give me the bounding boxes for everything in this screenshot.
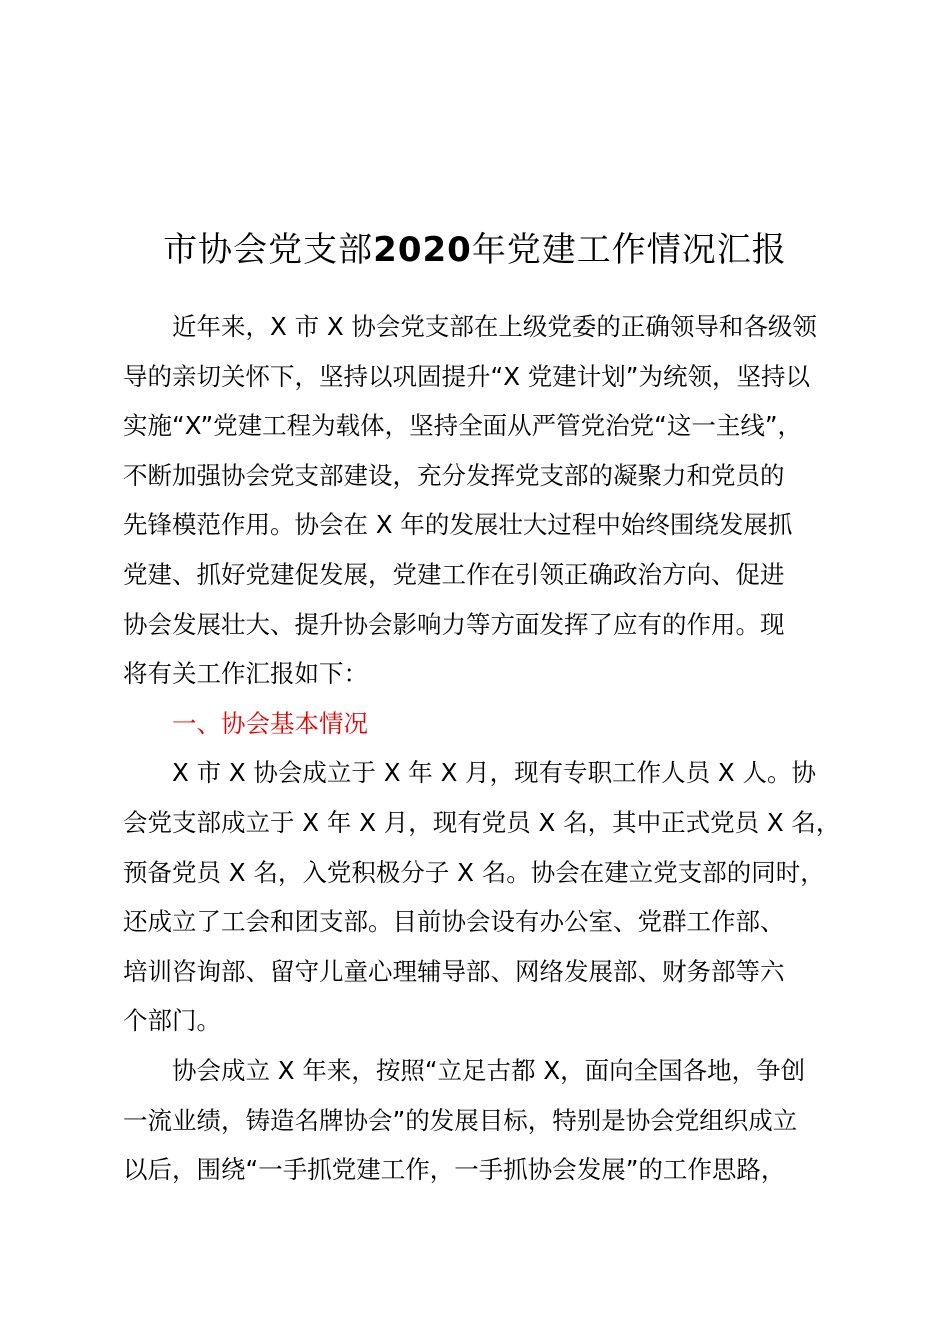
- text-line: 一流业绩，铸造名牌协会”的发展目标，特别是协会党组织成立: [123, 1105, 798, 1135]
- text-line: 将有关工作汇报如下：: [123, 659, 368, 689]
- text-line: 会党支部成立于 X 年 X 月，现有党员 X 名，其中正式党员 X 名，: [123, 807, 841, 837]
- text-line: 培训咨询部、留守儿童心理辅导部、网络发展部、财务部等六: [123, 956, 785, 986]
- text-line: 党建、抓好党建促发展，党建工作在引领正确政治方向、促进: [123, 559, 785, 589]
- paragraph-intro: [123, 302, 838, 699]
- paragraph-development: [123, 1046, 838, 1195]
- paragraph-basic-info: [123, 748, 841, 1046]
- text-line: 还成立了工会和团支部。目前协会设有办公室、党群工作部、: [123, 907, 785, 937]
- text-line: 近年来，X 市 X 协会党支部在上级党委的正确领导和各级领: [172, 312, 817, 341]
- section-heading-text: 一、协会基本情况: [172, 708, 368, 738]
- document-title: [0, 222, 950, 278]
- document-body: [123, 302, 841, 1195]
- text-line: 导的亲切关怀下，坚持以巩固提升“X 党建计划”为统领，坚持以: [123, 361, 810, 391]
- text-line: 先锋模范作用。协会在 X 年的发展壮大过程中始终围绕发展抓: [123, 510, 793, 540]
- text-line: 个部门。: [123, 1006, 221, 1036]
- text-line: 不断加强协会党支部建设，充分发挥党支部的凝聚力和党员的: [123, 460, 785, 490]
- title-suffix: 年党建工作情况汇报: [471, 230, 787, 270]
- title-prefix: 市协会党支部: [163, 230, 374, 270]
- text-line: 实施“X”党建工程为载体，坚持全面从严管党治党“这一主线”，: [123, 411, 803, 441]
- text-line: X 市 X 协会成立于 X 年 X 月，现有专职工作人员 X 人。协: [172, 758, 817, 788]
- section-heading: [123, 699, 838, 749]
- text-line: 以后，围绕“一手抓党建工作，一手抓协会发展”的工作思路，: [123, 1155, 786, 1185]
- text-line: 协会发展壮大、提升协会影响力等方面发挥了应有的作用。现: [123, 609, 785, 639]
- text-line: 预备党员 X 名，入党积极分子 X 名。协会在建立党支部的同时，: [123, 857, 825, 887]
- title-year: 2020: [373, 230, 472, 270]
- text-line: 协会成立 X 年来，按照“立足古都 X，面向全国各地，争创: [172, 1055, 806, 1085]
